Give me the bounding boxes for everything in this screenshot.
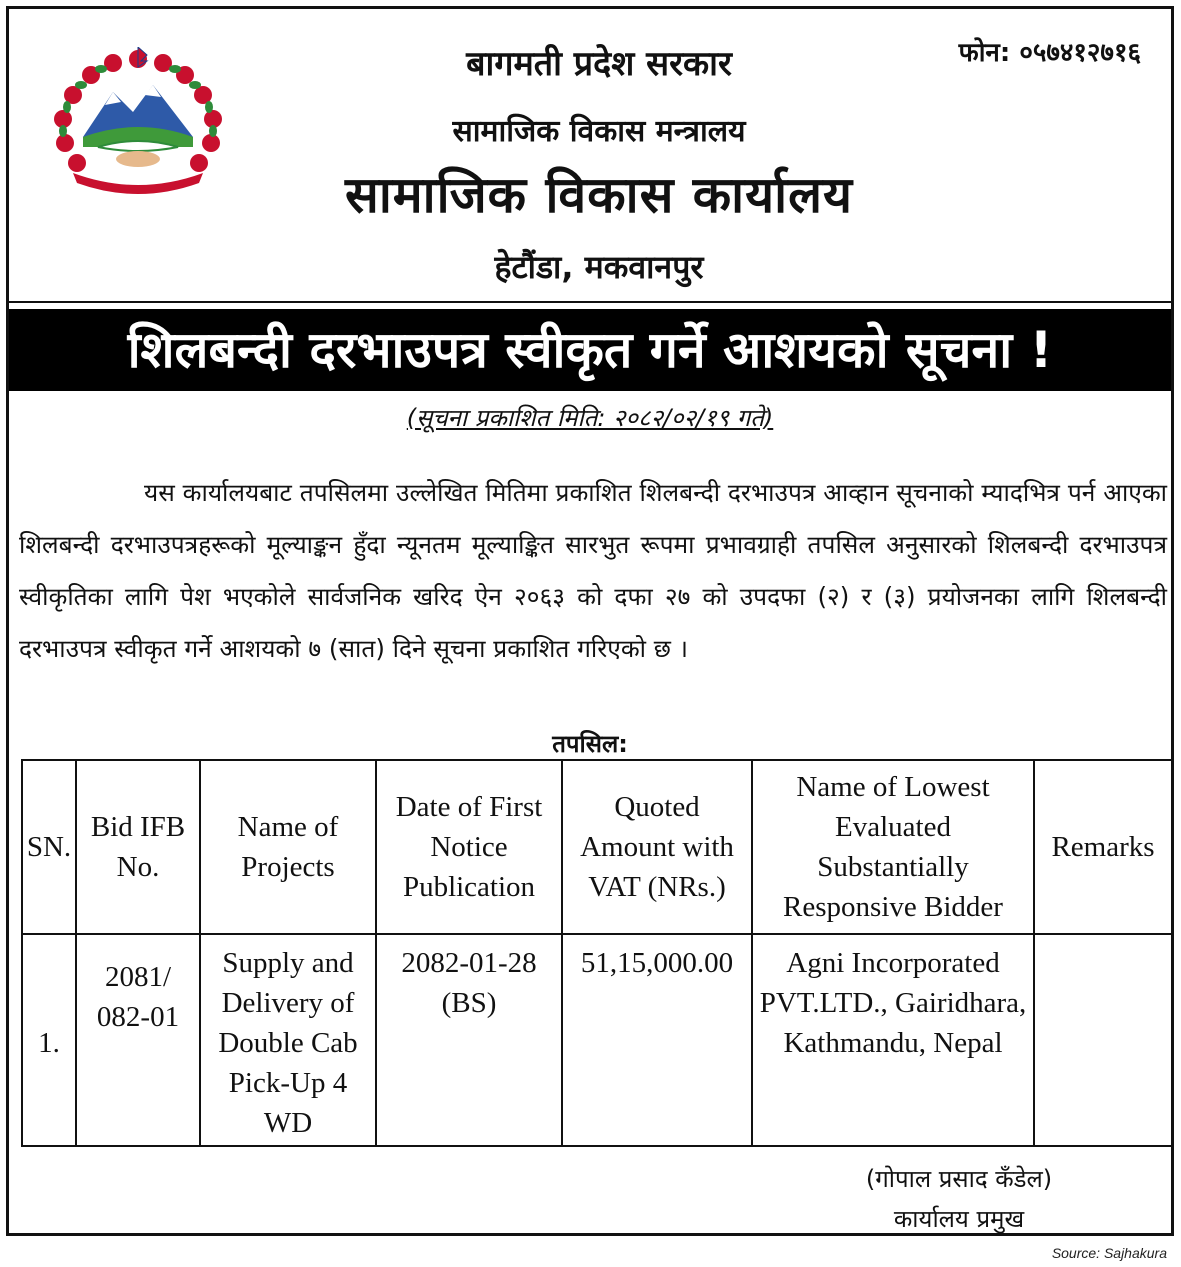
- cell-sn: 1.: [22, 934, 76, 1146]
- signatory-title: कार्यालय प्रमुख: [893, 1205, 1025, 1233]
- header-remarks: Remarks: [1034, 760, 1172, 934]
- header-bid-ifb-no: Bid IFB No.: [76, 760, 200, 934]
- nepal-government-emblem-icon: [43, 47, 233, 197]
- phone-number: फोन: ०५७४१२७१६: [958, 38, 1141, 68]
- signature-block: [809, 1159, 1109, 1239]
- cell-lowest-bidder: Agni Incorporated PVT.LTD., Gairidhara, Kathmandu, Nepal: [752, 934, 1034, 1146]
- office-title: सामाजिक विकास कार्यालय: [345, 166, 853, 224]
- header-quoted-amount: Quoted Amount with VAT (NRs.): [562, 760, 752, 934]
- header-project-name: Name of Projects: [200, 760, 376, 934]
- cell-project-name: Supply and Delivery of Double Cab Pick-Up 4 WD: [200, 934, 376, 1146]
- notice-frame: [6, 6, 1174, 1236]
- ministry-title: सामाजिक विकास मन्त्रालय: [452, 114, 746, 149]
- table-row: [22, 934, 1172, 1146]
- cell-quoted-amount: 51,15,000.00: [562, 934, 752, 1146]
- office-location: हेटौंडा, मकवानपुर: [494, 248, 704, 286]
- signatory-name: (गोपाल प्रसाद कँडेल): [865, 1165, 1053, 1193]
- tapasil-heading: तपसिल:: [552, 730, 628, 758]
- cell-bid-ifb-no: 2081/ 082-01: [76, 934, 200, 1146]
- publication-date: [9, 401, 1171, 434]
- table-header-row: [22, 760, 1172, 934]
- province-government-title: बागमती प्रदेश सरकार: [466, 44, 732, 84]
- cell-remarks: [1034, 934, 1172, 1146]
- publication-date-text: (सूचना प्रकाशित मिति: २०८२/०२/१९ गते): [406, 404, 774, 432]
- header-divider: [9, 301, 1171, 303]
- notice-body-paragraph: यस कार्यालयबाट तपसिलमा उल्लेखित मितिमा प्रकाशित शिलबन्दी दरभाउपत्र आव्हान सूचनाको म्यादभित्र पर्न आएका शिलबन्दी दरभाउपत्रहरूको मूल्याङ्कन हुँदा न्यूनतम मूल्याङ्कित सारभुत रूपमा प्रभावग्राही तपसिल अनुसारको शिलबन्दी दरभाउपत्र स्वीकृतिका लागि पेश भएकोले सार्वजनिक खरिद ऐन २०६३ को दफा २७ को उपदफा (२) र (३) प्रयोजनका लागि शिलबन्दी दरभाउपत्र स्वीकृत गर्ने आशयको ७ (सात) दिने सूचना प्रकाशित गरिएको छ ।: [19, 478, 1167, 663]
- header-sn: SN.: [22, 760, 76, 934]
- notice-banner-title: शिलबन्दी दरभाउपत्र स्वीकृत गर्ने आशयको सूचना !: [9, 309, 1171, 391]
- header-notice-date: Date of First Notice Publication: [376, 760, 562, 934]
- cell-notice-date: 2082-01-28 (BS): [376, 934, 562, 1146]
- image-source-credit: Source: Sajhakura: [1051, 1245, 1167, 1261]
- header-lowest-bidder: Name of Lowest Evaluated Substantially Responsive Bidder: [752, 760, 1034, 934]
- bid-table: [21, 759, 1173, 1147]
